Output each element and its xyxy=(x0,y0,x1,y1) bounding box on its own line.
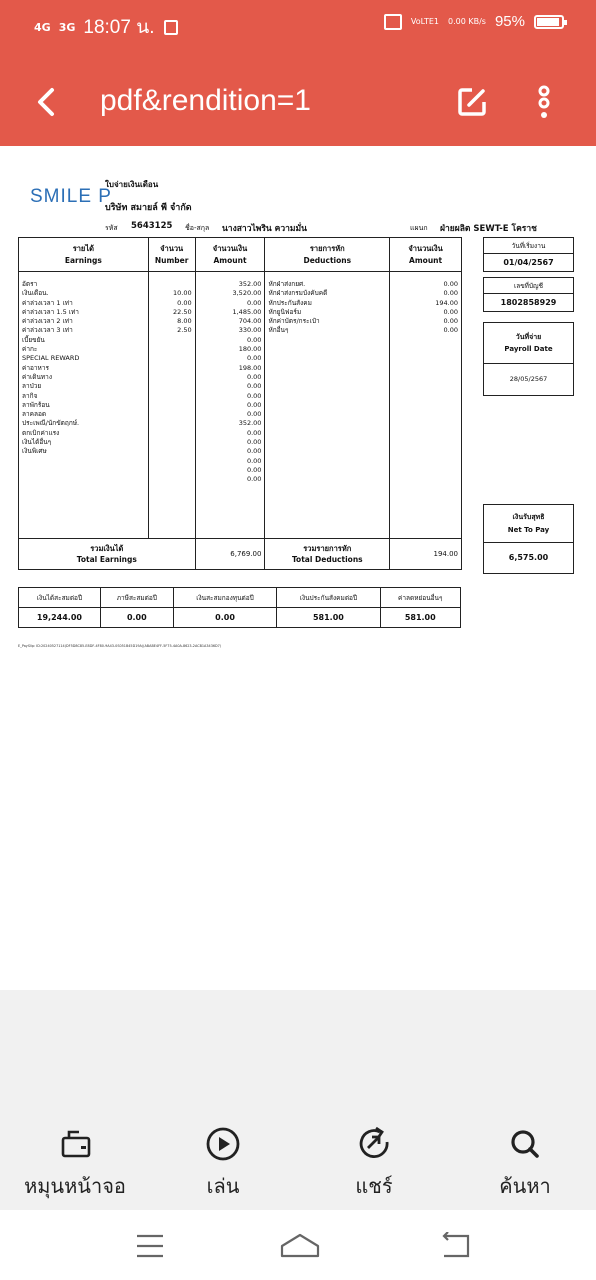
ytd-value-2: 0.00 xyxy=(173,608,277,628)
earning-number-11 xyxy=(152,382,192,391)
total-earnings-value: 6,769.00 xyxy=(195,539,265,570)
earning-label-5: ค่าล่วงเวลา 3 เท่า xyxy=(22,326,73,335)
edit-icon[interactable] xyxy=(456,86,488,118)
app-bar xyxy=(0,0,596,146)
epayslip-id: E_PaySlip: ID:20240527114(DF5D8C85-E8DF-4F80-9A43-0S051B45D19A)(ABABE4FF-5F75-4A0A-8623-2ACB1A3436D7) xyxy=(18,644,222,648)
earning-amount-14: 0.00 xyxy=(246,410,262,419)
share-button[interactable] xyxy=(335,1124,413,1202)
earning-amount-6: 0.00 xyxy=(246,335,262,344)
ytd-table xyxy=(18,587,461,628)
ytd-label-1: ภาษีสะสมต่อปี xyxy=(100,588,173,608)
earning-amount-0: 352.00 xyxy=(238,280,262,288)
deduction-amount-4: 0.00 xyxy=(443,317,458,326)
more-vert-icon[interactable] xyxy=(533,85,555,119)
account-box xyxy=(483,277,574,312)
network-speed: 0.00 KB/s xyxy=(448,17,486,26)
battery-icon xyxy=(534,15,564,29)
deduction-labels xyxy=(265,272,390,539)
deduction-amount-0: 0.00 xyxy=(443,280,458,288)
ytd-value-1: 0.00 xyxy=(100,608,173,628)
earnings-header: รายได้ Earnings xyxy=(19,238,149,272)
earning-amount-10: 0.00 xyxy=(246,372,262,381)
earning-number-13 xyxy=(152,401,192,410)
earning-label-12: ลากิจ xyxy=(22,391,38,400)
status-bar xyxy=(0,0,596,46)
earnings-labels xyxy=(19,272,149,539)
play-icon xyxy=(203,1124,243,1164)
earning-label-8: SPECIAL REWARD xyxy=(22,354,80,363)
earning-amount-12: 0.00 xyxy=(246,391,262,400)
earning-number-8 xyxy=(152,354,192,363)
deduction-label-4: หักค่าบัตร/กระเป๋า xyxy=(268,317,320,326)
play-label: เล่น xyxy=(206,1174,240,1198)
earning-label-0: อัตรา xyxy=(22,280,38,288)
earning-label-20 xyxy=(22,466,145,475)
earning-label-13: ลาพักร้อน xyxy=(22,400,50,409)
deduction-label-1: หักฝ่าส่งกรมบังคับคดี xyxy=(268,289,328,298)
home-icon[interactable] xyxy=(280,1232,320,1260)
earning-number-18 xyxy=(152,447,192,456)
ytd-value-4: 581.00 xyxy=(380,608,460,628)
rotate-screen-icon xyxy=(55,1124,95,1164)
earnings-amounts xyxy=(195,272,265,539)
deduction-label-5: หักอื่นๆ xyxy=(268,326,289,335)
page-title: pdf&rendition=1 xyxy=(100,84,311,117)
start-date-label: วันที่เริ่มงาน xyxy=(484,238,573,254)
ytd-value-0: 19,244.00 xyxy=(19,608,101,628)
start-date-value: 01/04/2567 xyxy=(503,258,554,267)
earning-number-20 xyxy=(152,466,192,475)
earning-number-14 xyxy=(152,410,192,419)
earning-amount-11: 0.00 xyxy=(246,382,262,391)
total-deductions-label: รวมรายการหัก Total Deductions xyxy=(265,539,390,570)
earning-number-17 xyxy=(152,438,192,447)
rotate-button[interactable] xyxy=(22,1124,128,1202)
earning-amount-4: 704.00 xyxy=(238,317,262,326)
earnings-numbers xyxy=(148,272,195,539)
earning-amount-19: 0.00 xyxy=(246,456,262,465)
earning-label-1: เงินเดือน. xyxy=(22,289,49,298)
earnings-deductions-table xyxy=(18,237,462,570)
earning-amount-5: 330.00 xyxy=(238,326,262,335)
earning-amount-20: 0.00 xyxy=(246,465,262,474)
deduction-amount-5: 0.00 xyxy=(443,326,458,335)
earning-number-9 xyxy=(152,364,192,373)
dept-label: แผนก xyxy=(410,224,428,232)
earning-label-2: ค่าล่วงเวลา 1 เท่า xyxy=(22,298,73,307)
total-deductions-value: 194.00 xyxy=(390,539,462,570)
search-icon xyxy=(505,1124,545,1164)
earning-number-19 xyxy=(152,457,192,466)
deduction-amount-1: 0.00 xyxy=(443,289,458,298)
earning-number-21 xyxy=(152,475,192,484)
earning-label-11: ลาป่วย xyxy=(22,382,42,391)
earning-label-18: เงินพิเศษ xyxy=(22,447,47,456)
account-number: 1802858929 xyxy=(500,298,557,307)
payroll-date-value: 28/05/2567 xyxy=(509,375,548,383)
net-pay-label: เงินรับสุทธิ Net To Pay xyxy=(484,505,573,543)
deduction-amount-3: 0.00 xyxy=(443,307,458,316)
earning-label-21 xyxy=(22,475,145,484)
ytd-label-3: เงินประกันสังคมต่อปี xyxy=(277,588,380,608)
number-header: จำนวน Number xyxy=(148,238,195,272)
earning-label-9: ค่าอาหาร xyxy=(22,363,49,372)
earning-label-17: เงินได้อื่นๆ xyxy=(22,438,52,447)
employee-name: นางสาวไพริน ความมั่น xyxy=(222,224,307,234)
earning-number-15 xyxy=(152,419,192,428)
shopping-bag-icon xyxy=(164,20,178,35)
earning-number-12 xyxy=(152,392,192,401)
share-icon xyxy=(354,1124,394,1164)
earning-amount-9: 198.00 xyxy=(238,363,262,372)
signal-4g-icon: 4G xyxy=(34,20,51,34)
menu-icon[interactable] xyxy=(130,1232,170,1260)
bottom-toolbar xyxy=(0,990,596,1210)
earning-amount-17: 0.00 xyxy=(246,438,262,447)
signal-3g-icon: 3G xyxy=(58,20,76,34)
earning-amount-18: 0.00 xyxy=(246,447,262,456)
earning-number-2: 0.00 xyxy=(177,298,192,307)
department: ฝ่ายผลิต SEWT-E โคราช xyxy=(440,224,537,234)
play-button[interactable] xyxy=(184,1124,262,1202)
earning-label-16: ตกเบิกค่าแรง xyxy=(22,428,60,437)
net-pay-box xyxy=(483,504,574,574)
name-label: ชื่อ-สกุล xyxy=(185,224,210,232)
company-logo: SMILE P xyxy=(30,186,112,207)
earning-label-6: เบี้ยขยัน xyxy=(22,335,45,344)
search-button[interactable] xyxy=(480,1124,570,1202)
deduction-amount-header: จำนวนเงิน Amount xyxy=(390,238,462,272)
back-nav-icon[interactable] xyxy=(434,1232,474,1260)
earning-number-4: 8.00 xyxy=(177,317,192,326)
total-earnings-label: รวมเงินได้ Total Earnings xyxy=(19,539,196,570)
deduction-amount-2: 194.00 xyxy=(435,298,458,307)
earning-amount-8: 0.00 xyxy=(246,354,262,363)
earning-amount-3: 1,485.00 xyxy=(232,307,262,316)
earning-number-5: 2.50 xyxy=(177,326,192,335)
code-label: รหัส xyxy=(105,224,118,232)
earning-number-16 xyxy=(152,429,192,438)
earning-label-10: ค่าเดินทาง xyxy=(22,372,52,381)
back-arrow-icon[interactable] xyxy=(30,84,66,120)
earning-amount-13: 0.00 xyxy=(246,400,262,409)
ytd-label-2: เงินสะสมกองทุนต่อปี xyxy=(173,588,277,608)
earning-number-0 xyxy=(152,280,192,289)
amount-header: จำนวนเงิน Amount xyxy=(195,238,265,272)
earning-amount-21: 0.00 xyxy=(246,475,262,484)
company-name: บริษัท สมายล์ พี จำกัด xyxy=(105,203,192,213)
share-label: แชร์ xyxy=(355,1174,393,1198)
ytd-value-3: 581.00 xyxy=(277,608,380,628)
employee-code: 5643125 xyxy=(131,221,173,231)
rotate-label: หมุนหน้าจอ xyxy=(24,1174,126,1198)
account-label: เลขที่บัญชี xyxy=(484,278,573,294)
search-label: ค้นหา xyxy=(499,1174,551,1198)
earning-label-7: ค่ากะ xyxy=(22,345,38,354)
deduction-amounts xyxy=(390,272,462,539)
earning-amount-7: 180.00 xyxy=(238,345,262,354)
payroll-date-box xyxy=(483,322,574,396)
start-date-box xyxy=(483,237,574,272)
earning-amount-16: 0.00 xyxy=(246,428,262,437)
system-nav-bar xyxy=(0,1210,596,1280)
earning-amount-15: 352.00 xyxy=(238,419,262,428)
deductions-header: รายการหัก Deductions xyxy=(265,238,390,272)
earning-number-3: 22.50 xyxy=(173,307,192,316)
battery-percent: 95% xyxy=(494,13,525,30)
vibrate-icon xyxy=(384,14,402,30)
earning-label-19 xyxy=(22,457,145,466)
earning-label-15: ประเพณี/นักขัตฤกษ์. xyxy=(22,419,80,428)
deduction-label-3: หักยูนิฟอร์ม xyxy=(268,307,302,316)
earning-number-6 xyxy=(152,336,192,345)
ytd-label-4: ค่าลดหย่อนอื่นๆ xyxy=(380,588,460,608)
earning-number-1: 10.00 xyxy=(173,289,192,298)
ytd-label-0: เงินได้สะสมต่อปี xyxy=(19,588,101,608)
deduction-label-0: หักฝ่าส่งกยศ. xyxy=(268,280,306,288)
net-pay-value: 6,575.00 xyxy=(508,553,549,562)
status-time: 18:07 น. xyxy=(83,17,155,38)
earning-label-14: ลาคลอด xyxy=(22,410,47,419)
doc-title: ใบจ่ายเงินเดือน xyxy=(105,180,159,189)
pdf-document[interactable] xyxy=(0,146,596,990)
payroll-date-label: วันที่จ่าย Payroll Date xyxy=(484,323,573,364)
earning-number-7 xyxy=(152,345,192,354)
earning-amount-1: 3,520.00 xyxy=(232,289,262,298)
deduction-label-2: หักประกันสังคม xyxy=(268,298,312,307)
earning-amount-2: 0.00 xyxy=(246,298,262,307)
volte-icon: VoLTE1 xyxy=(410,17,440,26)
earning-label-3: ค่าล่วงเวลา 1.5 เท่า xyxy=(22,307,79,316)
earning-number-10 xyxy=(152,373,192,382)
earning-label-4: ค่าล่วงเวลา 2 เท่า xyxy=(22,317,73,326)
